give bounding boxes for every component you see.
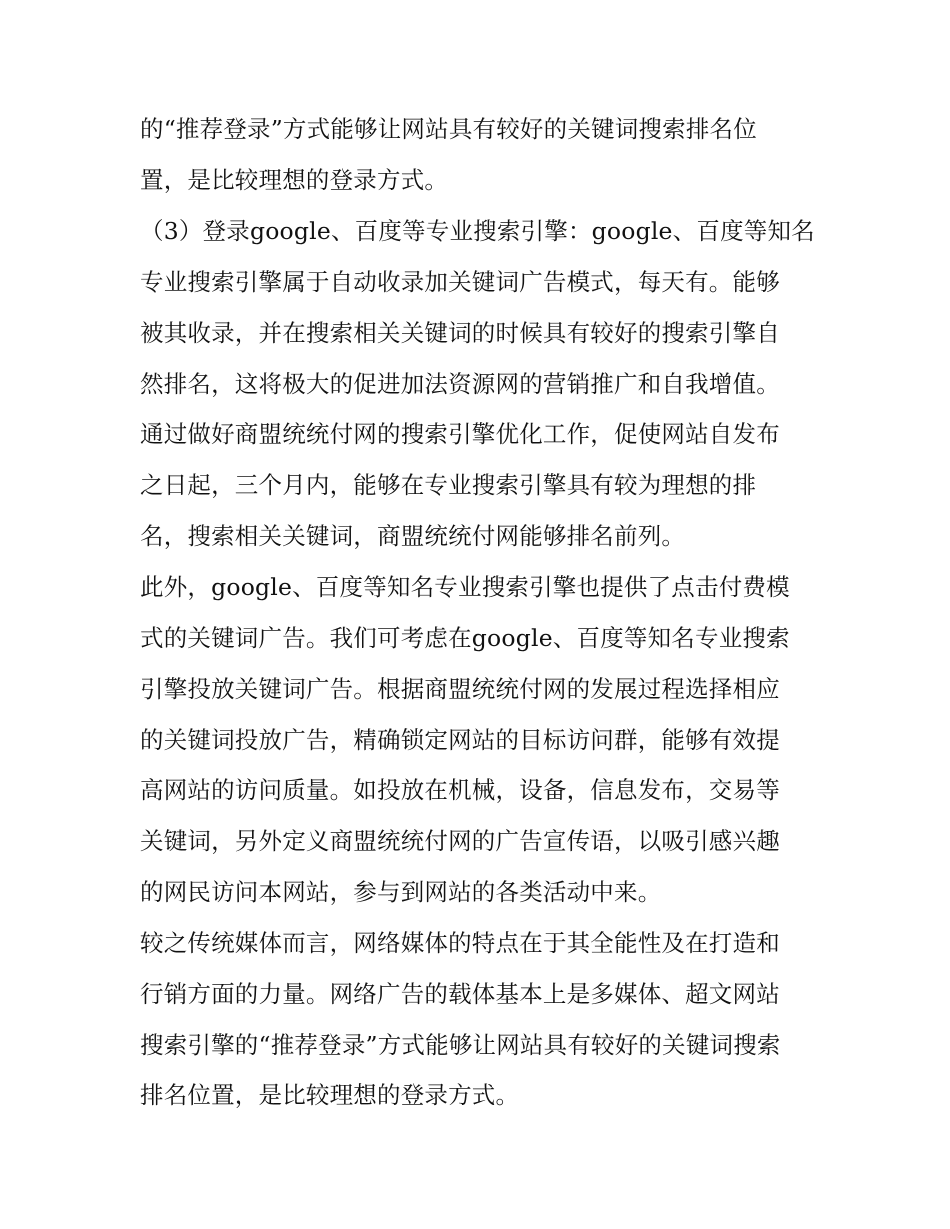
text-line: 的网民访问本网站，参与到网站的各类活动中来。 <box>140 878 662 906</box>
text-line: 的关键词投放广告，精确锁定网站的目标访问群，能够有效提 <box>140 726 780 754</box>
text-line: 行销方面的力量。网络广告的载体基本上是多媒体、超文网站 <box>140 980 780 1008</box>
text-line: 通过做好商盟统统付网的搜索引擎优化工作，促使网站自发布 <box>140 420 780 448</box>
text-line: 关键词，另外定义商盟统统付网的广告宣传语，以吸引感兴趣 <box>140 827 780 855</box>
text-line: 高网站的访问质量。如投放在机械，设备，信息发布，交易等 <box>140 776 780 804</box>
text-line: 之日起，三个月内，能够在专业搜索引擎具有较为理想的排 <box>140 471 757 499</box>
text-line: 此外，google、百度等知名专业搜索引擎也提供了点击付费模 <box>140 573 790 601</box>
text-line: 排名位置，是比较理想的登录方式。 <box>140 1081 520 1109</box>
text-line: 专业搜索引擎属于自动收录加关键词广告模式，每天有。能够 <box>140 268 780 296</box>
text-line: 置，是比较理想的登录方式。 <box>140 166 449 194</box>
text-line: 名，搜索相关关键词，商盟统统付网能够排名前列。 <box>140 522 686 550</box>
text-line: 引擎投放关键词广告。根据商盟统统付网的发展过程选择相应 <box>140 675 780 703</box>
text-line: 搜索引擎的“推荐登录”方式能够让网站具有较好的关键词搜索 <box>140 1031 781 1059</box>
text-line: （3）登录google、百度等专业搜索引擎：google、百度等知名 <box>140 217 815 245</box>
text-line: 的“推荐登录”方式能够让网站具有较好的关键词搜索排名位 <box>140 115 757 143</box>
text-line: 较之传统媒体而言，网络媒体的特点在于其全能性及在打造和 <box>140 929 780 957</box>
text-line: 被其收录，并在搜索相关关键词的时候具有较好的搜索引擎自 <box>140 319 780 347</box>
text-line: 式的关键词广告。我们可考虑在google、百度等知名专业搜索 <box>140 624 790 652</box>
text-line: 然排名，这将极大的促进加法资源网的营销推广和自我增值。 <box>140 370 780 398</box>
